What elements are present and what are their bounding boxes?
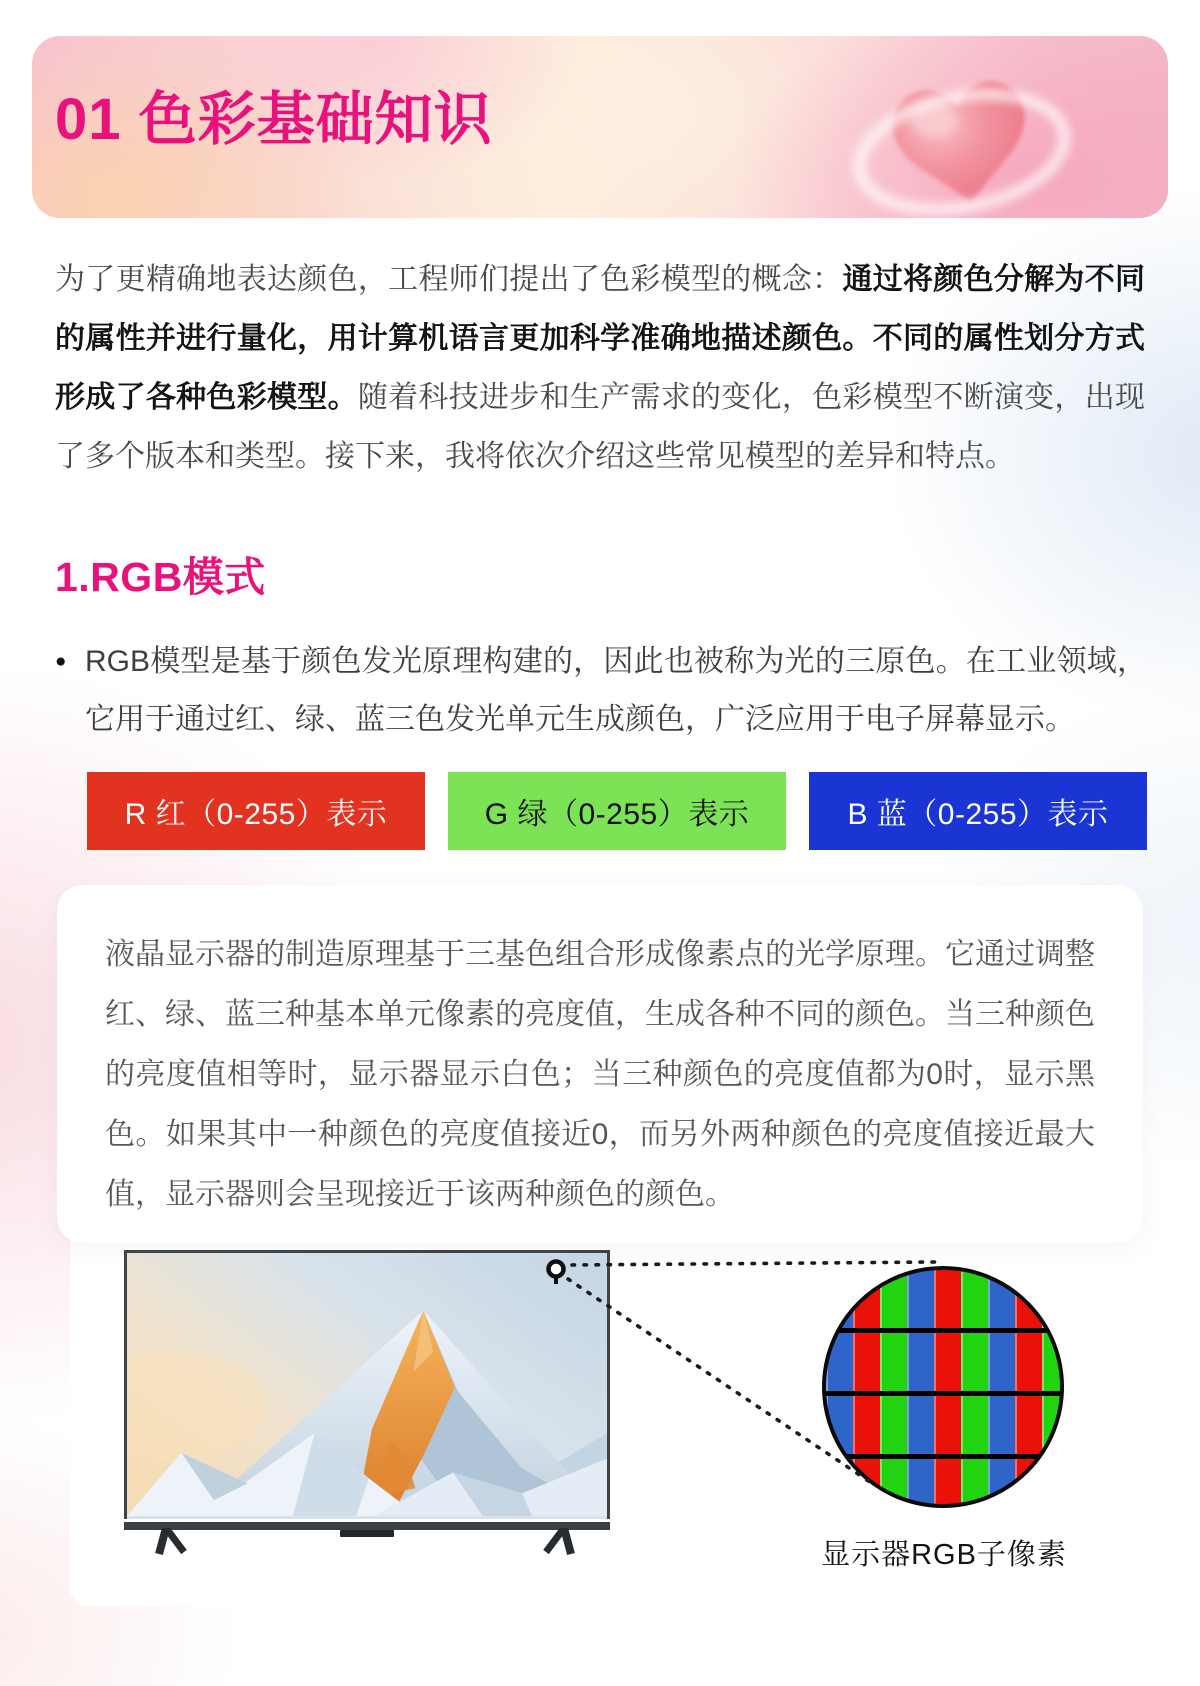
subpixel-zoom-circle xyxy=(822,1266,1064,1508)
rgb-box-blue-label: B 蓝（0-255）表示 xyxy=(847,798,1109,831)
bullet-text: RGB模型是基于颜色发光原理构建的，因此也被称为光的三原色。在工业领域，它用于通过红、绿、蓝三色发光单元生成颜色，广泛应用于电子屏幕显示。 xyxy=(85,645,1147,736)
bullet-item xyxy=(55,633,1147,749)
info-card-text: 液晶显示器的制造原理基于三基色组合形成像素点的光学原理。它通过调整红、绿、蓝三种基本单元像素的亮度值，生成各种不同的颜色。当三种颜色的亮度值相等时，显示器显示白色；当三种颜色的亮度值都为0时，显示黑色。如果其中一种颜色的亮度值接近0，而另外两种颜色的亮度值接近最大值，显示器则会呈现接近于该两种颜色的颜色。 xyxy=(105,938,1095,1211)
rgb-box-red-label: R 红（0-255）表示 xyxy=(124,798,388,831)
info-card xyxy=(57,885,1143,1243)
intro-text-start: 为了更精确地表达颜色，工程师们提出了色彩模型的概念： xyxy=(55,263,843,296)
tv-stand-legs xyxy=(124,1528,610,1556)
bullet-dot-icon: ● xyxy=(55,651,67,672)
rgb-box-red xyxy=(87,772,425,850)
tv-figure xyxy=(124,1250,610,1556)
mountain-image xyxy=(127,1253,607,1516)
intro-paragraph xyxy=(55,250,1145,486)
heart-icon xyxy=(838,54,1088,218)
tv-screen xyxy=(124,1250,610,1519)
intro-text-bold: 通过将颜色分解为不同的属性并进行量化，用计算机语言更加科学准确地描述颜色。不同的属性划分方式形成了各种色彩模型。 xyxy=(55,263,1146,414)
subpixel-caption: 显示器RGB子像素 xyxy=(821,1539,1067,1571)
section-heading-rgb: 1.RGB模式 xyxy=(55,554,266,600)
page-title: 01 色彩基础知识 xyxy=(55,87,493,152)
rgb-box-blue xyxy=(809,772,1147,850)
rgb-boxes-row xyxy=(87,772,1147,850)
rgb-box-green xyxy=(448,772,786,850)
banner xyxy=(32,36,1168,218)
intro-text-end: 随着科技进步和生产需求的变化，色彩模型不断演变，出现了多个版本和类型。接下来，我将依次介绍这些常见模型的差异和特点。 xyxy=(55,381,1146,473)
rgb-box-green-label: G 绿（0-255）表示 xyxy=(484,798,750,831)
